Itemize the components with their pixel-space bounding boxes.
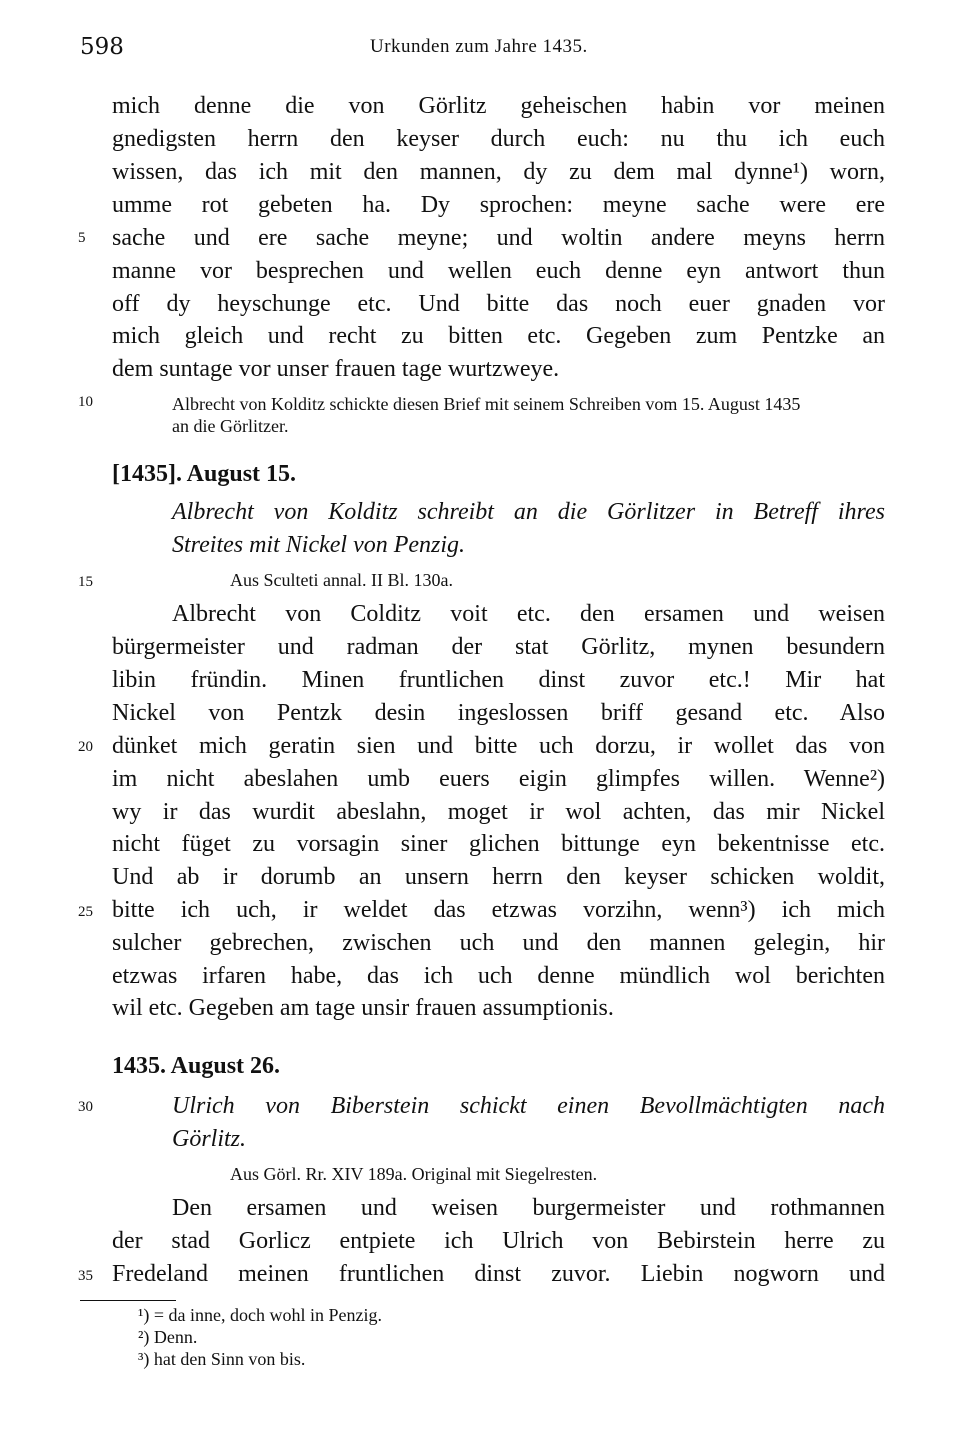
text-line: wissen, das ich mit den mannen, dy zu dem mal dynne¹) worn, xyxy=(112,159,885,185)
text-line: dünket mich geratin sien und bitte uch dorzu, ir wollet das von xyxy=(112,733,885,759)
text-line: der stad Gorlicz entpiete ich Ulrich von Bebirstein herre zu xyxy=(112,1228,885,1254)
editorial-note: an die Görlitzer. xyxy=(172,416,289,436)
text-line: off dy heyschunge etc. Und bitte das noch euer gnaden vor xyxy=(112,291,885,317)
text-line: Und ab ir dorumb an unsern herrn den keyser schicken woldit, xyxy=(112,864,885,890)
entry-summary: Albrecht von Kolditz schreibt an die Görlitzer in Betreff ihres xyxy=(172,499,885,525)
text-line: mich gleich und recht zu bitten etc. Gegeben zum Pentzke an xyxy=(112,323,885,349)
margin-number: 35 xyxy=(78,1268,93,1284)
running-head: Urkunden zum Jahre 1435. xyxy=(370,36,588,57)
text-line: libin fründin. Minen fruntlichen dinst zuvor etc.! Mir hat xyxy=(112,667,885,693)
margin-number: 25 xyxy=(78,904,93,920)
text-line: dem suntage vor unser frauen tage wurtzweye. xyxy=(112,356,560,382)
margin-number: 30 xyxy=(78,1099,93,1115)
text-line: etzwas irfaren habe, das ich uch denne mündlich wol berichten xyxy=(112,963,885,989)
text-line: nicht füget zu vorsagin siner glichen bittunge eyn bekentnisse etc. xyxy=(112,831,885,857)
footnote: ¹) = da inne, doch wohl in Penzig. xyxy=(138,1305,383,1325)
text-line: bürgermeister und radman der stat Görlitz, mynen besundern xyxy=(112,634,885,660)
text-line: im nicht abeslahen umb euers eigin glimpfes willen. Wenne²) xyxy=(112,766,885,792)
text-line: umme rot gebeten ha. Dy sprochen: meyne sache were ere xyxy=(112,192,885,218)
text-line: bitte ich uch, ir weldet das etzwas vorzihn, wenn³) ich mich xyxy=(112,897,885,923)
text-line: sache und ere sache meyne; und woltin andere meyns herrn xyxy=(112,225,885,251)
margin-number: 15 xyxy=(78,574,93,590)
text-line: Albrecht von Colditz voit etc. den ersamen und weisen xyxy=(172,601,885,627)
text-line: sulcher gebrechen, zwischen uch und den mannen gelegin, hir xyxy=(112,930,885,956)
margin-number: 20 xyxy=(78,739,93,755)
text-line: Nickel von Pentzk desin ingeslossen briff gesand etc. Also xyxy=(112,700,885,726)
entry-summary: Ulrich von Biberstein schickt einen Bevollmächtigten nach xyxy=(172,1093,885,1119)
entry-source: Aus Görl. Rr. XIV 189a. Original mit Siegelresten. xyxy=(230,1164,598,1184)
text-line: gnedigsten herrn den keyser durch euch: nu thu ich euch xyxy=(112,126,885,152)
page-header xyxy=(80,34,900,66)
margin-number: 5 xyxy=(78,230,86,246)
footnote: ³) hat den Sinn von bis. xyxy=(138,1349,306,1369)
entry-summary: Streites mit Nickel von Penzig. xyxy=(172,532,466,558)
footnote-divider xyxy=(80,1300,176,1301)
entry-heading: 1435. August 26. xyxy=(112,1053,281,1079)
entry-source: Aus Sculteti annal. II Bl. 130a. xyxy=(230,570,453,590)
text-line: mich denne die von Görlitz geheischen habin vor meinen xyxy=(112,93,885,119)
page-number: 598 xyxy=(80,34,124,60)
footnote: ²) Denn. xyxy=(138,1327,198,1347)
text-line: wil etc. Gegeben am tage unsir frauen assumptionis. xyxy=(112,995,614,1021)
margin-number: 10 xyxy=(78,394,93,410)
text-line: Fredeland meinen fruntlichen dinst zuvor. Liebin nogworn und xyxy=(112,1261,885,1287)
entry-summary: Görlitz. xyxy=(172,1126,247,1152)
entry-heading: [1435]. August 15. xyxy=(112,461,297,487)
text-line: wy ir das wurdit abeslahn, moget ir wol achten, das mir Nickel xyxy=(112,799,885,825)
text-line: manne vor besprechen und wellen euch denne eyn antwort thun xyxy=(112,258,885,284)
editorial-note: Albrecht von Kolditz schickte diesen Brief mit seinem Schreiben vom 15. August 1435 xyxy=(172,394,801,414)
text-line: Den ersamen und weisen burgermeister und rothmannen xyxy=(172,1195,885,1221)
